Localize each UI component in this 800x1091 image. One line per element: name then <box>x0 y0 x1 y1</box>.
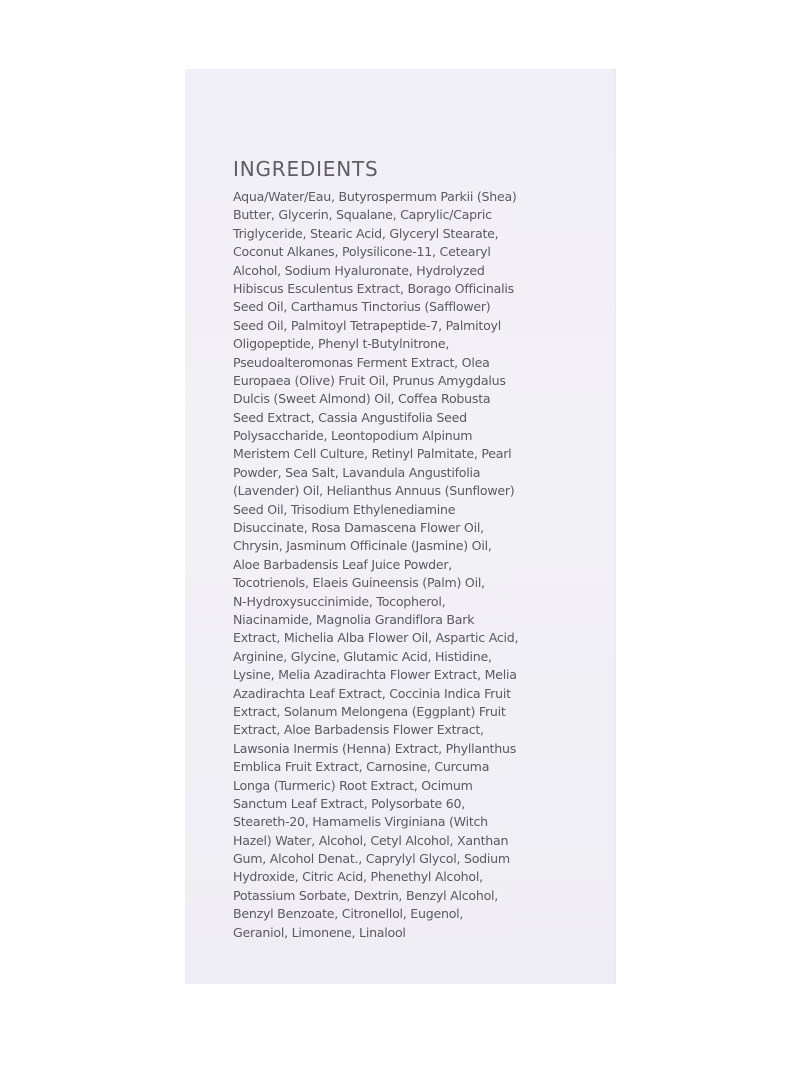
ingredient-line: Pseudoalteromonas Ferment Extract, Olea <box>233 354 490 370</box>
ingredient-line: Arginine, Glycine, Glutamic Acid, Histidine, <box>233 648 492 664</box>
panel-edge-shade <box>613 69 616 984</box>
ingredient-line: Hydroxide, Citric Acid, Phenethyl Alcohol, <box>233 869 483 885</box>
ingredient-line: Dulcis (Sweet Almond) Oil, Coffea Robusta <box>233 391 491 407</box>
ingredient-line: Azadirachta Leaf Extract, Coccinia Indica Fruit <box>233 685 511 701</box>
ingredient-line: Hibiscus Esculentus Extract, Borago Officinalis <box>233 280 514 296</box>
ingredient-line: Lawsonia Inermis (Henna) Extract, Phyllanthus <box>233 740 517 756</box>
ingredient-line: Longa (Turmeric) Root Extract, Ocimum <box>233 777 473 793</box>
ingredient-line: (Lavender) Oil, Helianthus Annuus (Sunflower) <box>233 483 515 499</box>
ingredient-line: Seed Oil, Palmitoyl Tetrapeptide-7, Palmitoyl <box>233 317 501 333</box>
ingredient-line: Extract, Solanum Melongena (Eggplant) Fruit <box>233 703 506 719</box>
ingredient-line: Potassium Sorbate, Dextrin, Benzyl Alcohol, <box>233 887 499 903</box>
ingredients-heading: INGREDIENTS <box>233 157 379 181</box>
ingredient-line: Tocotrienols, Elaeis Guineensis (Palm) Oil, <box>233 575 485 591</box>
ingredient-line: Niacinamide, Magnolia Grandiflora Bark <box>233 611 475 627</box>
ingredient-line: Gum, Alcohol Denat., Caprylyl Glycol, Sodium <box>233 851 510 867</box>
ingredient-line: Chrysin, Jasminum Officinale (Jasmine) Oil, <box>233 538 492 554</box>
ingredient-line: Meristem Cell Culture, Retinyl Palmitate, Pearl <box>233 446 512 462</box>
ingredient-line: Butter, Glycerin, Squalane, Caprylic/Capric <box>233 207 492 223</box>
ingredient-line: Benzyl Benzoate, Citronellol, Eugenol, <box>233 906 464 922</box>
ingredient-line: N-Hydroxysuccinimide, Tocopherol, <box>233 593 446 609</box>
ingredient-line: Disuccinate, Rosa Damascena Flower Oil, <box>233 520 484 536</box>
ingredient-line: Extract, Michelia Alba Flower Oil, Aspartic Acid, <box>233 630 519 646</box>
ingredient-line: Triglyceride, Stearic Acid, Glyceryl Stearate, <box>233 225 499 241</box>
ingredient-line: Sanctum Leaf Extract, Polysorbate 60, <box>233 795 466 811</box>
ingredient-line: Aqua/Water/Eau, Butyrospermum Parkii (Shea) <box>233 189 517 204</box>
ingredients-panel <box>185 69 616 984</box>
ingredient-line: Aloe Barbadensis Leaf Juice Powder, <box>233 556 453 572</box>
ingredient-line: Polysaccharide, Leontopodium Alpinum <box>233 428 473 444</box>
ingredient-line: Alcohol, Sodium Hyaluronate, Hydrolyzed <box>233 262 485 278</box>
ingredient-line: Seed Oil, Carthamus Tinctorius (Safflower) <box>233 299 491 315</box>
ingredient-line: Coconut Alkanes, Polysilicone-11, Cetearyl <box>233 244 491 260</box>
ingredient-line: Europaea (Olive) Fruit Oil, Prunus Amygdalus <box>233 372 506 388</box>
ingredient-line: Seed Extract, Cassia Angustifolia Seed <box>233 409 467 425</box>
ingredient-line: Extract, Aloe Barbadensis Flower Extract, <box>233 722 484 738</box>
ingredient-line: Oligopeptide, Phenyl t-Butylnitrone, <box>233 336 450 352</box>
ingredients-list <box>233 188 518 942</box>
ingredient-line: Steareth-20, Hamamelis Virginiana (Witch <box>233 814 488 830</box>
ingredient-line: Lysine, Melia Azadirachta Flower Extract, Melia <box>233 667 517 683</box>
ingredient-line: Powder, Sea Salt, Lavandula Angustifolia <box>233 464 481 480</box>
ingredient-line: Geraniol, Limonene, Linalool <box>233 924 406 940</box>
ingredient-line: Emblica Fruit Extract, Carnosine, Curcuma <box>233 759 490 775</box>
ingredient-line: Hazel) Water, Alcohol, Cetyl Alcohol, Xanthan <box>233 832 509 848</box>
ingredient-line: Seed Oil, Trisodium Ethylenediamine <box>233 501 456 517</box>
